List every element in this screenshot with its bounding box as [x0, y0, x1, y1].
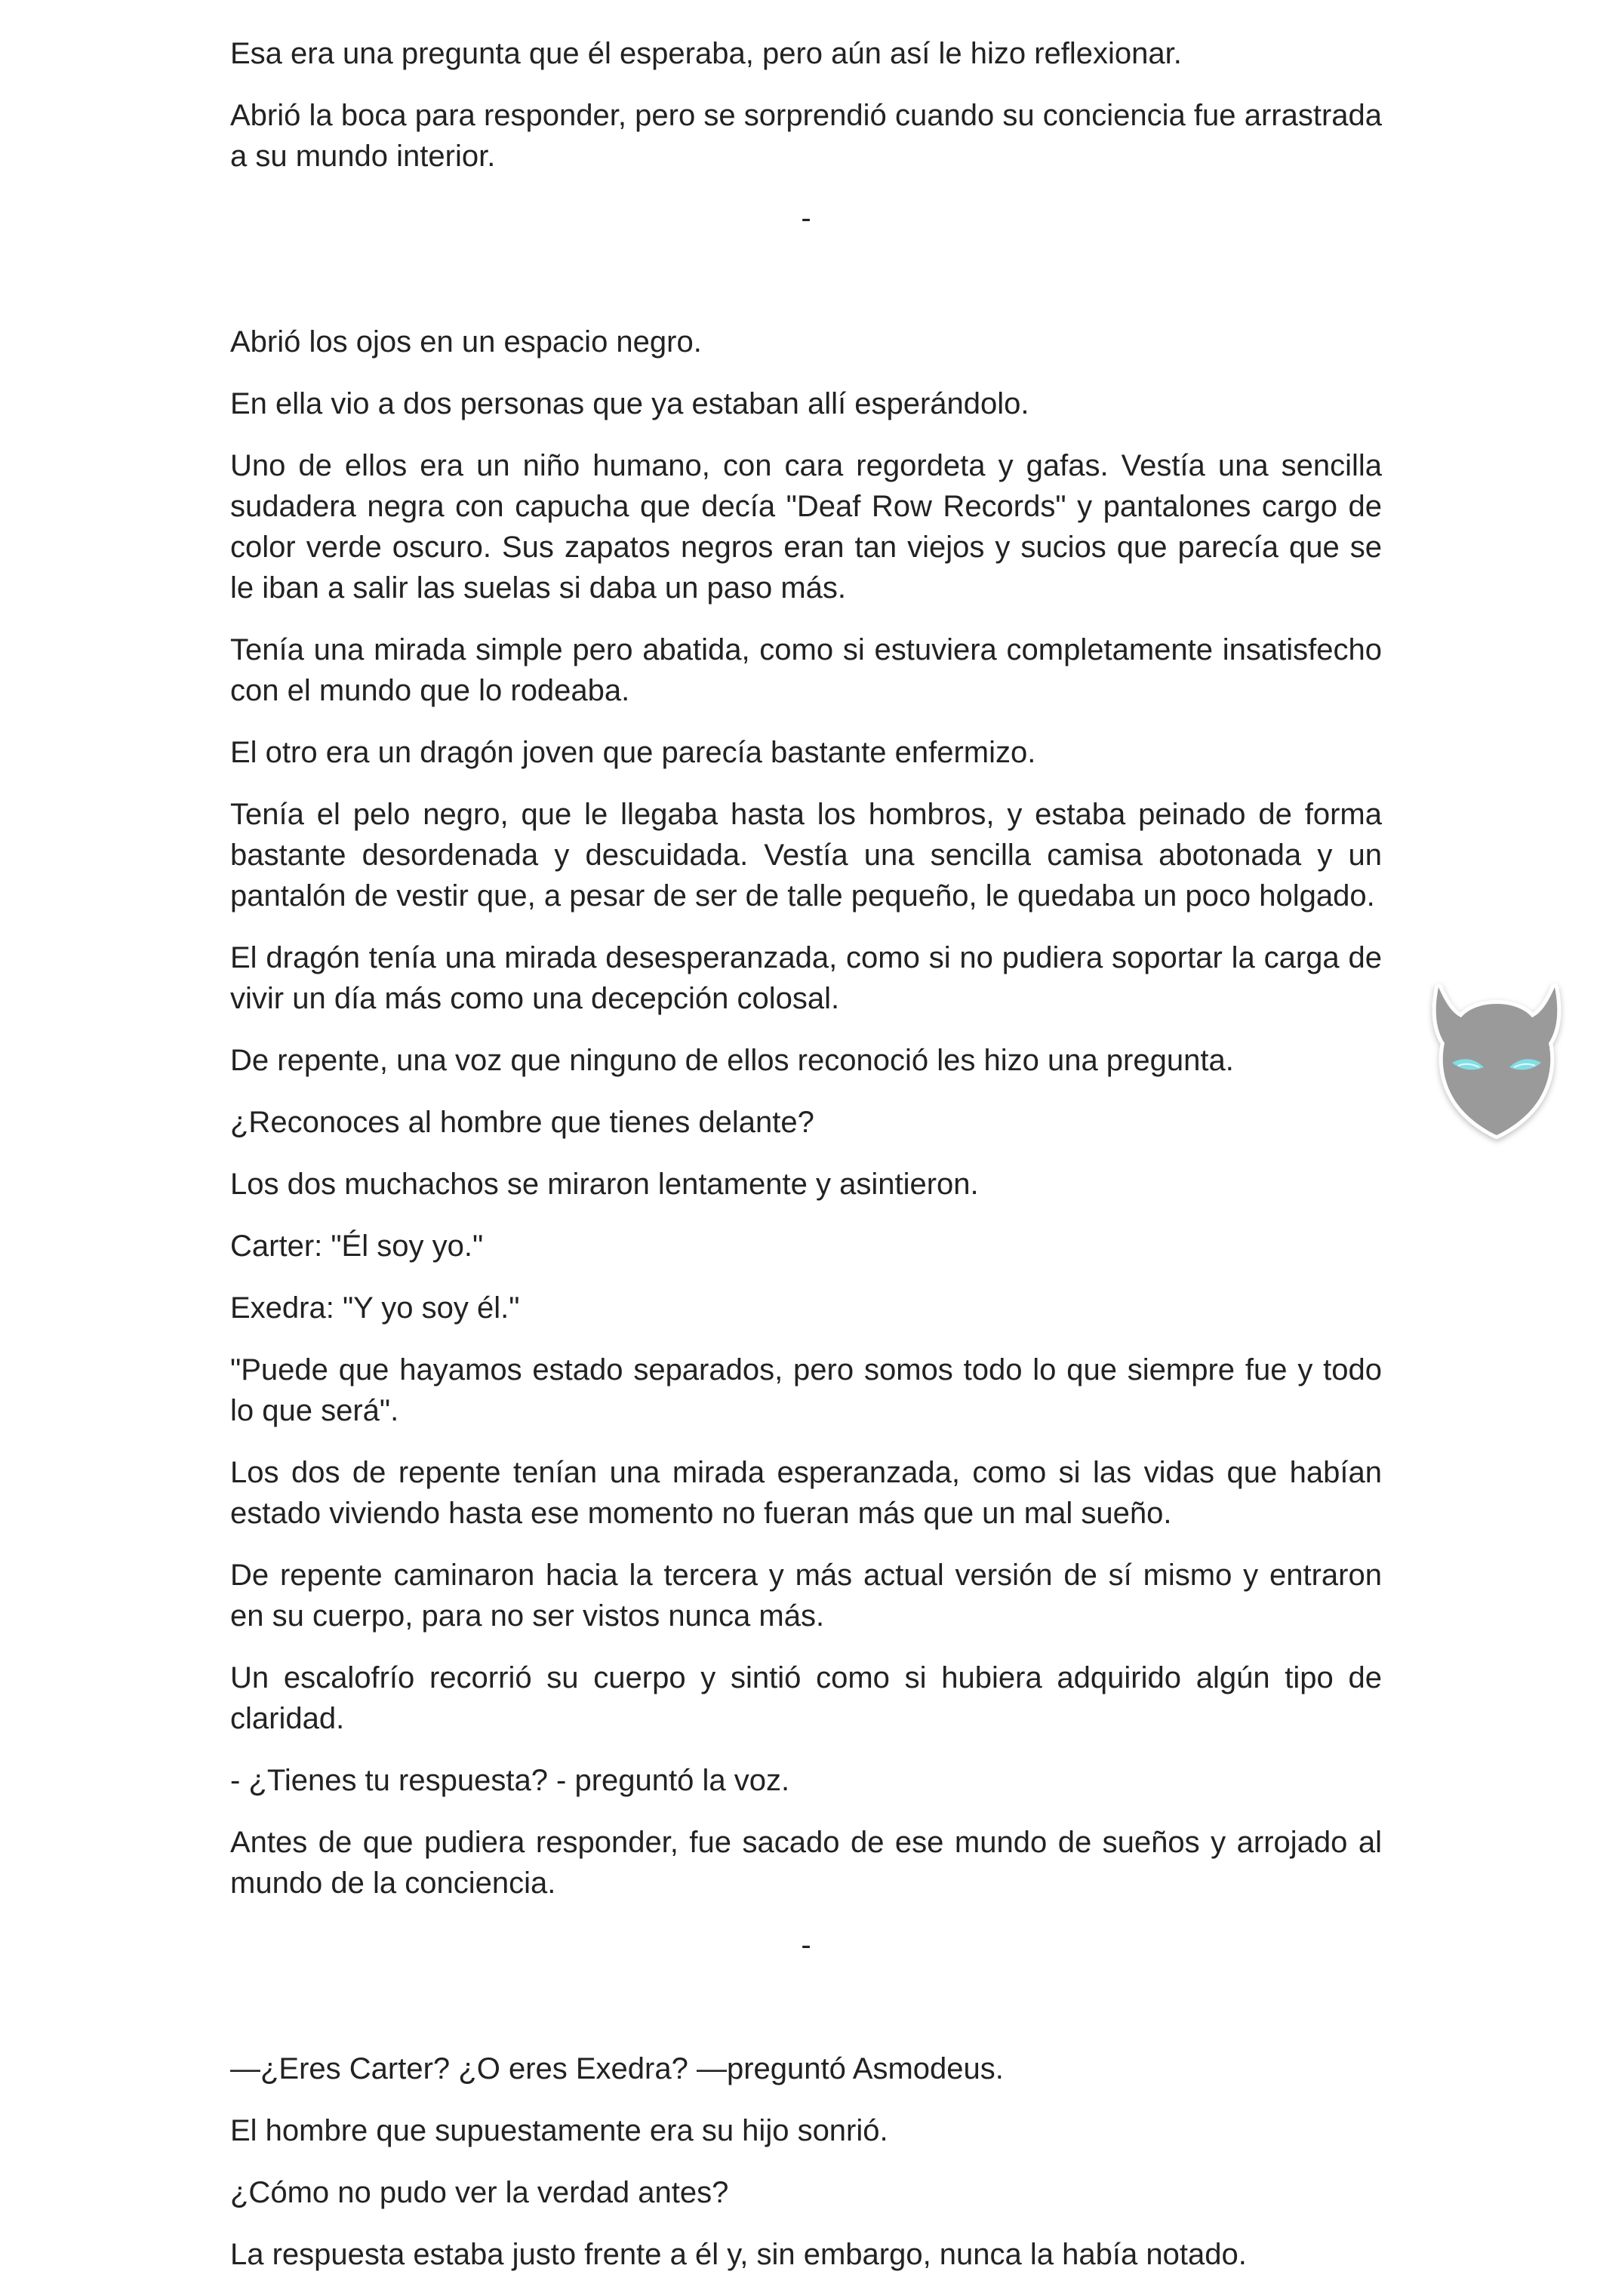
paragraph: El dragón tenía una mirada desesperanzada, como si no pudiera soportar la carga de vivir un día más como una decepción colosal. — [230, 941, 1382, 1015]
dialogue-line: Carter: "Él soy yo." — [230, 1230, 484, 1263]
document-page — [230, 33, 1382, 2296]
paragraph: ¿Reconoces al hombre que tienes delante? — [230, 1106, 814, 1139]
paragraph: Abrió los ojos en un espacio negro. — [230, 325, 702, 359]
watermark-logo — [1425, 974, 1568, 1147]
demon-head-icon — [1425, 974, 1568, 1147]
scene-separator: - — [801, 1928, 811, 1962]
paragraph: Uno de ellos era un niño humano, con cara regordeta y gafas. Vestía una sencilla sudadera negra con capucha que decía "Deaf Row Records" y pantalones cargo de color verde oscuro. Sus zapatos negros eran tan viejos y sucios que parecía que se le iban a salir las suelas si daba un paso más. — [230, 449, 1382, 605]
paragraph: El hombre que supuestamente era su hijo sonrió. — [230, 2114, 888, 2147]
paragraph: Abrió la boca para responder, pero se sorprendió cuando su conciencia fue arrastrada a su mundo interior. — [230, 99, 1382, 173]
blank-line — [230, 260, 1382, 300]
paragraph: "Puede que hayamos estado separados, pero somos todo lo que siempre fue y todo lo que será". — [230, 1353, 1382, 1427]
paragraph: El otro era un dragón joven que parecía bastante enfermizo. — [230, 736, 1036, 769]
paragraph: En ella vio a dos personas que ya estaban allí esperándolo. — [230, 387, 1029, 420]
paragraph: Los dos de repente tenían una mirada esperanzada, como si las vidas que habían estado viviendo hasta ese momento no fueran más que un mal sueño. — [230, 1456, 1382, 1530]
paragraph: De repente, una voz que ninguno de ellos reconoció les hizo una pregunta. — [230, 1044, 1234, 1077]
paragraph: Antes de que pudiera responder, fue sacado de ese mundo de sueños y arrojado al mundo de la conciencia. — [230, 1826, 1382, 1900]
scene-separator: - — [801, 202, 811, 235]
paragraph: Los dos muchachos se miraron lentamente y asintieron. — [230, 1168, 979, 1201]
paragraph: Esa era una pregunta que él esperaba, pero aún así le hizo reflexionar. — [230, 37, 1182, 70]
dialogue-line: Exedra: "Y yo soy él." — [230, 1291, 520, 1325]
paragraph: Un escalofrío recorrió su cuerpo y sintió como si hubiera adquirido algún tipo de claridad. — [230, 1661, 1382, 1735]
dialogue-line: —¿Eres Carter? ¿O eres Exedra? —preguntó Asmodeus. — [230, 2052, 1004, 2085]
blank-line — [230, 1987, 1382, 2027]
paragraph: Tenía una mirada simple pero abatida, como si estuviera completamente insatisfecho con el mundo que lo rodeaba. — [230, 633, 1382, 707]
paragraph: La respuesta estaba justo frente a él y, sin embargo, nunca la había notado. — [230, 2238, 1247, 2271]
paragraph: ¿Cómo no pudo ver la verdad antes? — [230, 2176, 729, 2209]
paragraph: Tenía el pelo negro, que le llegaba hasta los hombros, y estaba peinado de forma bastante desordenada y descuidada. Vestía una sencilla camisa abotonada y un pantalón de vestir que, a pesar de ser de talle pequeño, le quedaba un poco holgado. — [230, 798, 1382, 913]
paragraph: De repente caminaron hacia la tercera y más actual versión de sí mismo y entraron en su cuerpo, para no ser vistos nunca más. — [230, 1559, 1382, 1633]
dialogue-line: - ¿Tienes tu respuesta? - preguntó la voz. — [230, 1764, 790, 1797]
